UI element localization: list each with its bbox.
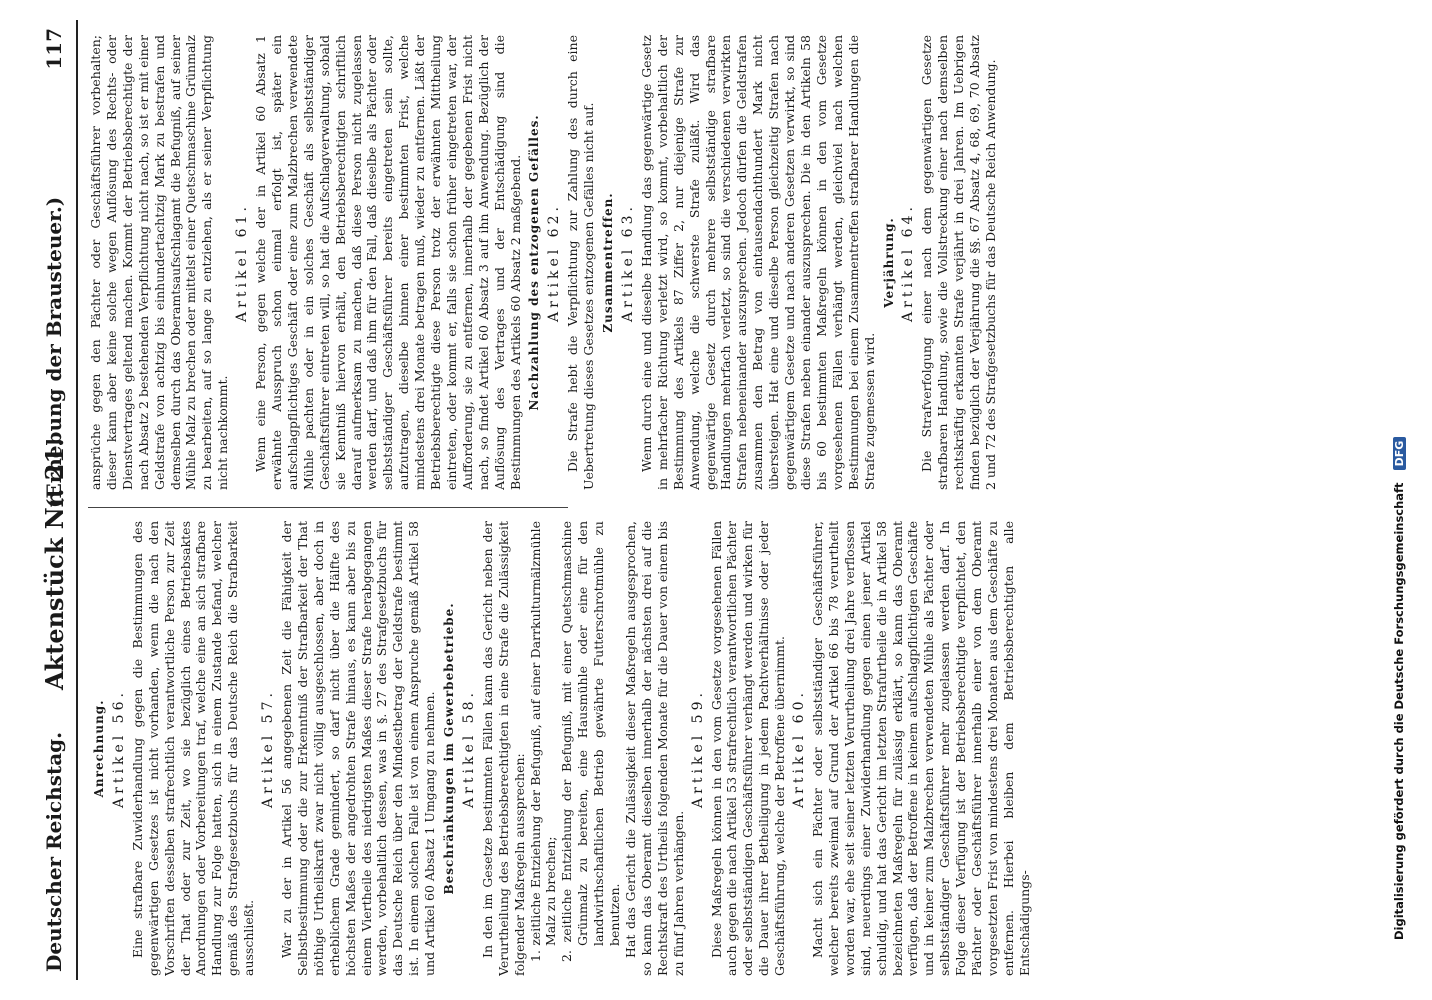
header-right	[42, 28, 66, 508]
column-rule	[88, 507, 568, 508]
article-text: War zu der in Artikel 56 angegebenen Zeit die Fähigkeit der Selbstbestimmung oder die zur Erkenntniß der Strafbarkeit der That nöthige Urtheilskraft zwar nicht völlig ausgeschlossen, aber doch in erheblichem Grade gemindert, so darf nicht über die Hälfte des höchsten Maßes der angedrohten Strafe hinaus, es kann aber bis zu einem Viertheile des niedrigsten Maßes dieser Strafe herabgegangen werden, vorbehaltlich dessen, was in §. 27 des Strafgesetzbuchs für das Deutsche Reich über den Mindestbetrag der Geldstrafe bestimmt ist. In einem solchen Falle ist von einem Anspruche gemäß Artikel 58 und Artikel 60 Absatz 1 Umgang zu nehmen.	[278, 521, 438, 976]
header-left-title: Deutscher Reichstag.	[42, 731, 66, 972]
digitization-credit	[1392, 40, 1424, 940]
list-item: 2. zeitliche Entziehung der Befugniß, mit einer Quetschmaschine Grünmalz zu bereiten, eine Hausmühle oder eine für den landwirthschaftlichen Betrieb gewährte Futterschrotmühle zu benutzen.	[559, 521, 623, 962]
dfg-logo: DFG	[1393, 437, 1406, 471]
article-text: Hat das Gericht die Zulässigkeit dieser Maßregeln ausgesprochen, so kann das Oberamt dieselben innerhalb der nächsten drei auf die Rechtskraft des Urtheils folgenden Monate für die Dauer von einem bis zu fünf Jahren verhängen.	[623, 521, 686, 976]
section-heading: Beschränkungen im Gewerbebetriebe.	[442, 602, 457, 895]
article-heading: Artikel 57.	[260, 689, 277, 808]
page-number: 117	[42, 28, 66, 70]
article-heading: Artikel 59.	[689, 689, 706, 808]
section-heading: Anrechnung.	[92, 699, 106, 798]
article-heading: Artikel 60.	[791, 689, 808, 808]
rotated-document-page	[36, 20, 1396, 980]
article-heading: Artikel 61.	[234, 203, 251, 322]
article-heading: Artikel 56.	[110, 689, 127, 808]
article-heading: Artikel 63.	[620, 203, 636, 322]
page-header	[36, 20, 78, 980]
article-text: Die Strafverfolgung einer nach dem gegenwärtigen Gesetze strafbaren Handlung, sowie die Vollstreckung einer nach demselben rechtskräftig erkannten Strafe verjährt in drei Jahren. Im Uebrigen finden bezüglich der Verjährung die §§. 67 Absatz 4, 68, 69, 70 Absatz 2 und 72 des Strafgesetzbuchs für das Deutsche Reich Anwendung.	[919, 35, 998, 490]
article-text: Eine strafbare Zuwiderhandlung gegen die Bestimmungen des gegenwärtigen Gesetzes ist nicht vorhanden, wenn die nach den Vorschriften desselben strafrechtlich verantwortliche Person zur Zeit der That oder zur Zeit, wo sie bezüglich eines Betriebsaktes Anordnungen oder Vorbereitungen traf, welche eine an sich strafbare Handlung zur Folge hatten, sich in einem Zustande befand, welcher gemäß des Strafgesetzbuchs für das Deutsche Reich die Strafbarkeit ausschließt.	[129, 521, 257, 976]
article-text: ansprüche gegen den Pächter oder Geschäftsführer vorbehalten; dieser kann aber keine solche wegen Auflösung des Rechts- oder Dienstvertrages geltend machen. Kommt der Betriebsberechtigte der nach Absatz 2 bestehenden Verpflichtung nicht nach, so ist er mit einer Geldstrafe von achtzig bis einhundertachtzig Mark zu bestrafen und demselben durch das Oberamtsaufschlagamt die Befugniß, auf seiner Mühle Malz zu brechen oder mittelst einer Quetschmaschine Grünmalz zu bearbeiten, auf so lange zu entziehen, als er seiner Verpflichtung nicht nachkommt.	[88, 35, 231, 490]
header-document-number: Aktenstück Nr. 21.	[40, 438, 69, 690]
article-text: In den im Gesetze bestimmten Fällen kann das Gericht neben der Verurtheilung des Betriebsberechtigten in eine Strafe die Zulässigkeit folgender Maßregeln aussprechen:	[479, 521, 527, 976]
article-heading: Artikel 58.	[460, 689, 477, 808]
section-heading: Verjährung.	[881, 217, 896, 308]
article-text: Diese Maßregeln können in den vom Gesetze vorgesehenen Fällen auch gegen die nach Artikel 53 strafrechtlich verantwortlichen Pächter oder selbstständigen Geschäftsführer verhängt werden und wirken für die Dauer ihrer Betheiligung in jedem Pachtverhältnisse oder jeder Geschäftsführung, welche der Betroffene übernimmt.	[708, 521, 788, 976]
right-column	[88, 35, 1378, 490]
article-heading: Artikel 64.	[900, 203, 917, 322]
article-text: Wenn eine Person, gegen welche der in Artikel 60 Absatz 1 erwähnte Ausspruch schon einmal erfolgt ist, später ein aufschlagpflichtiges Geschäft oder eine zum Malzbrechen verwendete Mühle pachten oder in ein solches Geschäft als selbstständiger Geschäftsführer eintreten will, so hat die Aufschlagverwaltung, sobald sie Kenntniß hiervon erhält, den Betriebsberechtigten schriftlich darauf aufmerksam zu machen, daß diese Person nicht zugelassen werden darf, und daß ihm für den Fall, daß dieselbe als Pächter oder selbstständiger Geschäftsführer bereits eingetreten sein sollte, aufzutragen, dieselbe binnen einer bestimmten Frist, welche mindestens drei Monate betragen muß, wieder zu entfernen. Läßt der Betriebsberechtigte diese Person trotz der erwähnten Mittheilung eintreten, oder kommt er, falls sie schon früher eingetreten war, der Aufforderung, sie zu entfernen, innerhalb der gegebenen Frist nicht nach, so findet Artikel 60 Absatz 3 auf ihn Anwendung. Bezüglich der Auflösung des Vertrages und der Entschädigung sind die Bestimmungen des Artikels 60 Absatz 2 maßgebend.	[253, 35, 523, 490]
left-column	[88, 521, 1378, 976]
article-heading: Artikel 62.	[546, 203, 563, 322]
section-heading: Zusammentreffen.	[601, 192, 616, 333]
header-subject: (Erhebung der Brausteuer.)	[42, 196, 66, 509]
article-text: Wenn durch eine und dieselbe Handlung das gegenwärtige Gesetz in mehrfacher Richtung verletzt wird, so kommt, vorbehaltlich der Bestimmung des Artikels 87 Ziffer 2, nur diejenige Strafe zur Anwendung, welche die schwerste Strafe zuläßt. Wird das gegenwärtige Gesetz durch mehrere selbstständige strafbare Handlungen mehrfach verletzt, so sind die verschiedenen verwirkten Strafen nebeneinander auszusprechen. Jedoch dürfen die Geldstrafen zusammen den Betrag von eintausendachthundert Mark nicht übersteigen. Hat eine und dieselbe Person gleichzeitig Strafen nach gegenwärtigem Gesetze und nach anderen Gesetzen verwirkt, so sind diese Strafen neben einander auszusprechen. Die in den Artikeln 58 bis 60 bestimmten Maßregeln können in den vom Gesetze vorgesehenen Fällen verhängt werden, gleichviel nach welchen Bestimmungen bei einem Zusammentreffen strafbarer Handlungen die Strafe zugemessen wird.	[638, 35, 877, 490]
credit-text-line	[1392, 40, 1412, 940]
credit-text: Digitalisierung gefördert durch die Deutsche Forschungsgemeinschaft	[1392, 482, 1406, 940]
list-item: 1. zeitliche Entziehung der Befugniß, auf einer Darrkulturmälzmühle Malz zu brechen;	[527, 521, 559, 962]
article-text: Die Strafe hebt die Verpflichtung zur Zahlung des durch eine Uebertretung dieses Gesetzes entzogenen Gefälles nicht auf.	[565, 35, 597, 490]
section-heading: Nachzahlung des entzogenen Gefälles.	[527, 114, 542, 411]
article-text: Macht sich ein Pächter oder selbstständiger Geschäftsführer, welcher bereits zweimal auf Grund der Artikel 66 bis 78 verurtheilt worden war, ehe seit seiner letzten Verurtheilung drei Jahre verflossen sind, neuerdings einer Zuwiderhandlung gegen einen jener Artikel schuldig, und hat das Gericht im letzten Strafurtheile die in Artikel 58 bezeichneten Maßregeln für zulässig erklärt, so kann das Oberamt verfügen, daß der Betroffene in keinem aufschlagpflichtigen Geschäfte und in keiner zum Malzbrechen verwendeten Mühle als Pächter oder selbstständiger Geschäftsführer mehr zugelassen werden darf. In Folge dieser Verfügung ist der Betriebsberechtigte verpflichtet, den Pächter oder Geschäftsführer innerhalb einer von dem Oberamt vorgesetzten Frist von mindestens drei Monaten aus dem Geschäfte zu entfernen. Hierbei bleiben dem Betriebsberechtigten alle Entschädigungs-	[809, 521, 1032, 976]
